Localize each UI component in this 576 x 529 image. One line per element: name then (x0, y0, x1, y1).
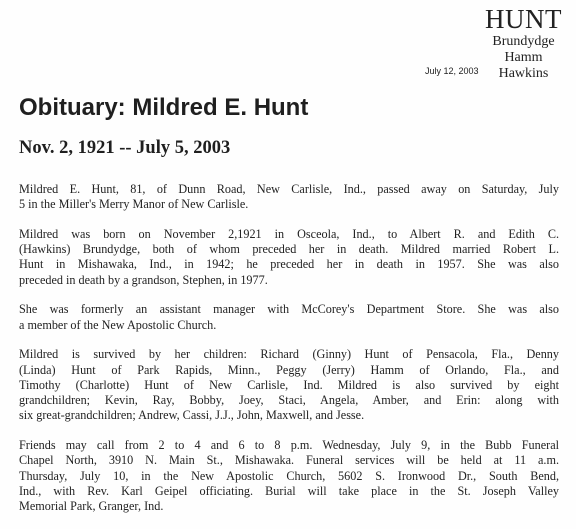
paragraph-services (19, 438, 559, 514)
paragraph-birth-family (19, 227, 559, 288)
paragraph-line: 5 in the Miller's Merry Manor of New Carlisle. (19, 197, 249, 212)
paragraph-line: She was formerly an assistant manager with McCorey's Department Store. She was also (19, 302, 559, 317)
paragraph-line: Mildred is survived by her children: Richard (Ginny) Hunt of Pensacola, Fla., Denny (19, 347, 559, 362)
paragraph-line: Timothy (Charlotte) Hunt of New Carlisle, Ind. Mildred is also survived by eight (19, 377, 559, 392)
obituary-body (19, 182, 559, 529)
paragraph-line: a member of the New Apostolic Church. (19, 317, 217, 332)
document-date: July 12, 2003 (425, 66, 479, 76)
paragraph-line: Memorial Park, Granger, Ind. (19, 499, 164, 514)
family-name-hawkins: Hawkins (498, 66, 549, 81)
life-dates: Nov. 2, 1921 -- July 5, 2003 (19, 138, 231, 158)
paragraph-passing (19, 182, 559, 213)
paragraph-line: Hunt in Mishawaka, Ind., in 1942; he preceded her in death in 1957. She was also (19, 257, 559, 272)
paragraph-line: (Linda) Hunt of Park Rapids, Minn., Peggy (Jerry) Hamm of Orlando, Fla., and (19, 362, 559, 377)
paragraph-line: preceded in death by a grandson, Stephen, in 1977. (19, 272, 268, 287)
paragraph-line: Chapel North, 3910 N. Main St., Mishawaka. Funeral services will be held at 11 a.m. (19, 453, 559, 468)
family-name-brundydge: Brundydge (492, 34, 555, 49)
paragraph-line: Ind., with Rev. Karl Geipel officiating. Burial will take place in the St. Joseph Valley (19, 483, 559, 498)
paragraph-line: six great-grandchildren; Andrew, Cassi, J.J., John, Maxwell, and Jesse. (19, 408, 365, 423)
paragraph-line: Friends may call from 2 to 4 and 6 to 8 p.m. Wednesday, July 9, in the Bubb Funeral (19, 438, 559, 453)
family-names-block (485, 4, 562, 82)
paragraph-line: Mildred E. Hunt, 81, of Dunn Road, New Carlisle, Ind., passed away on Saturday, July (19, 182, 559, 196)
paragraph-line: grandchildren; Kevin, Ray, Bobby, Joey, Staci, Angela, Amber, and Erin: along with (19, 393, 559, 408)
paragraph-line: Thursday, July 10, in the New Apostolic Church, 5602 S. Ironwood Dr., South Bend, (19, 468, 559, 483)
paragraph-line: (Hawkins) Brundydge, both of whom preceded her in death. Mildred married Robert L. (19, 242, 559, 257)
paragraph-line: Mildred was born on November 2,1921 in Osceola, Ind., to Albert R. and Edith C. (19, 226, 559, 241)
paragraph-career (19, 302, 559, 333)
family-surname: HUNT (485, 4, 562, 34)
family-name-hamm: Hamm (504, 50, 543, 65)
paragraph-survivors (19, 347, 559, 423)
obituary-title: Obituary: Mildred E. Hunt (19, 94, 309, 121)
